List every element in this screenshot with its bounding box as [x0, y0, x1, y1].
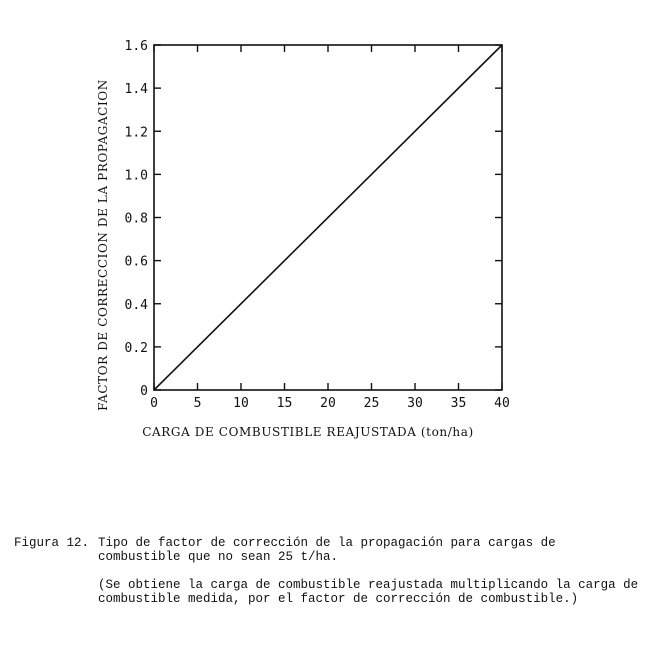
x-tick-label: 15 — [276, 396, 293, 411]
x-tick-label: 5 — [193, 396, 202, 411]
y-axis-title: FACTOR DE CORRECCION DE LA PROPAGACION — [96, 79, 110, 411]
figure-caption-label: Figura 12. — [14, 536, 90, 550]
x-tick-label: 40 — [494, 396, 510, 411]
y-tick-label: 1.6 — [124, 39, 148, 54]
y-tick-label: 0.8 — [124, 211, 148, 227]
y-tick-label: 0.4 — [124, 297, 148, 313]
x-tick-label: 20 — [320, 396, 336, 411]
y-tick-label: 1.2 — [124, 125, 148, 141]
y-tick-label: 0.2 — [124, 340, 148, 356]
figure-caption-text: Tipo de factor de corrección de la propagación para cargas de combustible que no sean 25 t/ha. — [98, 536, 556, 564]
x-tick-label: 0 — [150, 396, 158, 411]
x-tick-label: 35 — [450, 396, 467, 411]
y-tick-label: 0 — [140, 384, 148, 399]
figure-caption-note: (Se obtiene la carga de combustible reajustada multiplicando la carga de combustible medida, por el factor de corrección de combustible.) — [98, 578, 639, 606]
series-line — [154, 45, 502, 390]
x-tick-label: 25 — [363, 396, 380, 411]
y-tick-label: 0.6 — [124, 254, 148, 270]
x-tick-label: 10 — [233, 396, 249, 411]
y-tick-label: 1.4 — [124, 82, 148, 98]
y-tick-label: 1.0 — [124, 168, 148, 184]
x-axis-title: CARGA DE COMBUSTIBLE REAJUSTADA (ton/ha) — [142, 425, 474, 439]
x-tick-label: 30 — [407, 396, 423, 411]
